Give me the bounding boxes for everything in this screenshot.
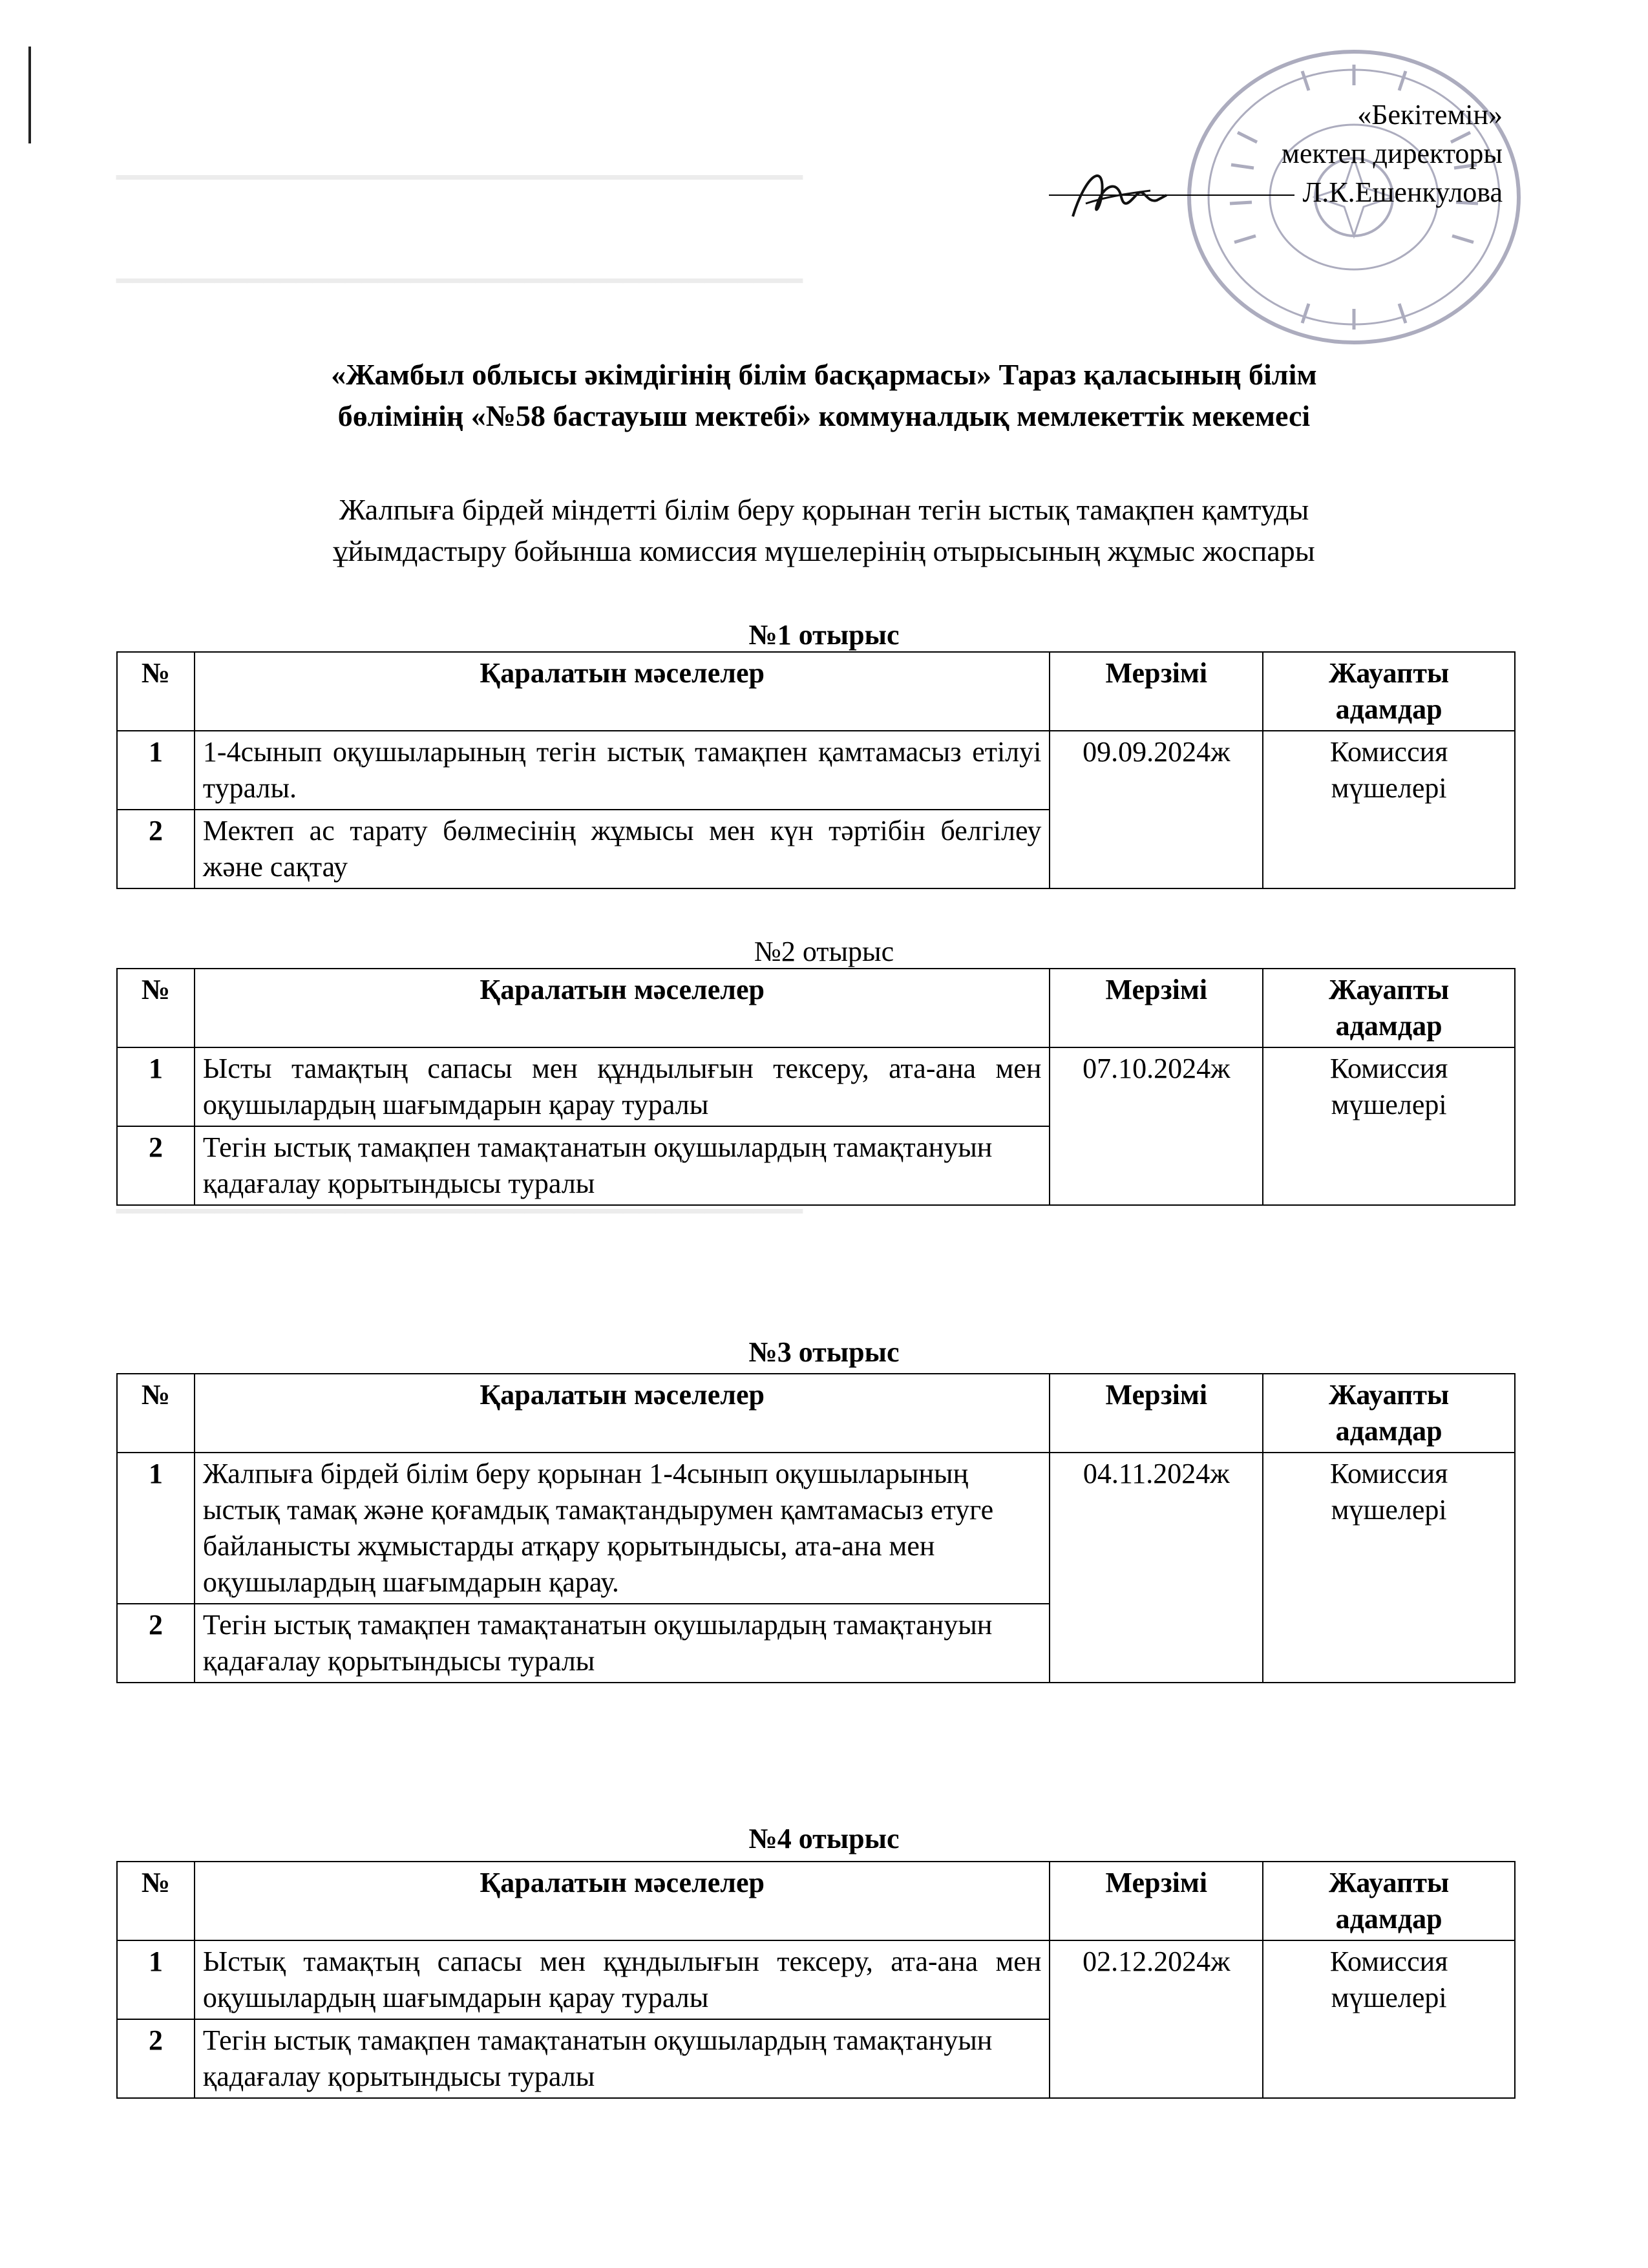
session-title: №4 отырыс: [748, 1823, 900, 1854]
header-responsible: [1263, 1374, 1515, 1453]
row-number: 1: [117, 731, 195, 810]
row-responsible: [1263, 1453, 1515, 1683]
responsible-line: мүшелері: [1331, 1494, 1447, 1526]
row-issue: Ысты тамақтың сапасы мен құндылығын тексеру, ата-ана мен оқушылардың шағымдарын қарау туралы: [195, 1047, 1050, 1126]
header-responsible: [1263, 1862, 1515, 1940]
bleed-through-text: ━━━━━━━━━━━━━━━━━━━━━━━━━━━━━━━━━━━━━━━━━━: [116, 1197, 803, 1227]
header-number: №: [117, 1374, 195, 1453]
director-name: Л.К.Ешенкулова: [1302, 176, 1503, 208]
header-responsible-line: Жауапты: [1328, 974, 1450, 1005]
table-header-row: [117, 1862, 1515, 1940]
header-date: Мерзімі: [1050, 1862, 1263, 1940]
row-issue: Жалпыға бірдей білім беру қорынан 1-4сынып оқушыларының ыстық тамақ және қоғамдық тамақтандырумен қамтамасыз етуге байланысты жұмыстарды атқару қорытындысы, ата-ана мен оқушылардың шағымдарын қарау.: [195, 1453, 1050, 1604]
institution-title-line: «Жамбыл облысы әкімдігінің білім басқармасы» Тараз қаласының білім: [331, 358, 1317, 391]
header-number: №: [117, 1862, 195, 1940]
row-issue: 1-4сынып оқушыларының тегін ыстық тамақпен қамтамасыз етілуі туралы.: [195, 731, 1050, 810]
header-number: №: [117, 969, 195, 1047]
table-header-row: [117, 652, 1515, 731]
bleed-through-text: ━━━━━━━━━━━━━━━━━━━━━━━━━━━━━━━━━━━━━━━━━━: [116, 267, 803, 297]
table-row: [117, 1940, 1515, 2019]
responsible-line: мүшелері: [1331, 772, 1447, 804]
header-issues: Қаралатын мәселелер: [195, 1374, 1050, 1453]
header-issues: Қаралатын мәселелер: [195, 1862, 1050, 1940]
bleed-through-text: ━━━━━━━━━━━━━━━━━━━━━━━━━━━━━━━━━━━━━━━━━━: [116, 163, 803, 193]
document-subtitle-line: ұйымдастыру бойынша комиссия мүшелерінің отырысының жұмыс жоспары: [333, 534, 1315, 567]
session-title: №2 отырыс: [754, 936, 894, 967]
header-issues: Қаралатын мәселелер: [195, 969, 1050, 1047]
header-issues: Қаралатын мәселелер: [195, 652, 1050, 731]
table-row: [117, 1047, 1515, 1126]
session-table: [116, 1373, 1516, 1683]
row-number: 1: [117, 1047, 195, 1126]
row-issue: Мектеп ас тарату бөлмесінің жұмысы мен күн тәртібін белгілеу және сақтау: [195, 810, 1050, 888]
row-issue: Ыстық тамақтың сапасы мен құндылығын тексеру, ата-ана мен оқушылардың шағымдарын қарау туралы: [195, 1940, 1050, 2019]
row-number: 2: [117, 1604, 195, 1683]
institution-title-line: бөлімінің «№58 бастауыш мектебі» коммуналдық мемлекеттік мекемесі: [337, 399, 1311, 432]
approval-heading: «Бекітемін»: [1357, 99, 1503, 131]
header-responsible-line: Жауапты: [1328, 657, 1450, 689]
session-title: №1 отырыс: [748, 619, 900, 651]
row-issue: Тегін ыстық тамақпен тамақтанатын оқушылардың тамақтануын қадағалау қорытындысы туралы: [195, 1604, 1050, 1683]
header-responsible-line: адамдар: [1335, 1010, 1442, 1042]
header-responsible: [1263, 652, 1515, 731]
header-responsible: [1263, 969, 1515, 1047]
header-date: Мерзімі: [1050, 652, 1263, 731]
row-issue: Тегін ыстық тамақпен тамақтанатын оқушылардың тамақтануын қадағалау қорытындысы туралы: [195, 2019, 1050, 2098]
session-table: [116, 968, 1516, 1206]
responsible-line: Комиссия: [1329, 736, 1448, 768]
row-date: 02.12.2024ж: [1050, 1940, 1263, 2098]
row-number: 2: [117, 1126, 195, 1205]
document-subtitle-line: Жалпыға бірдей міндетті білім беру қорынан тегін ыстық тамақпен қамтуды: [339, 493, 1309, 526]
responsible-line: Комиссия: [1329, 1946, 1448, 1977]
header-responsible-line: адамдар: [1335, 693, 1442, 725]
approval-position: мектеп директоры: [1282, 138, 1503, 169]
institution-title: [78, 354, 1570, 437]
session-table: [116, 651, 1516, 889]
header-date: Мерзімі: [1050, 1374, 1263, 1453]
row-issue: Тегін ыстық тамақпен тамақтанатын оқушылардың тамақтануын қадағалау қорытындысы туралы: [195, 1126, 1050, 1205]
responsible-line: Комиссия: [1329, 1458, 1448, 1489]
handwritten-signature-icon: [1066, 155, 1170, 233]
row-number: 1: [117, 1453, 195, 1604]
row-responsible: [1263, 731, 1515, 888]
header-number: №: [117, 652, 195, 731]
session-table: [116, 1861, 1516, 2099]
table-header-row: [117, 969, 1515, 1047]
row-date: 07.10.2024ж: [1050, 1047, 1263, 1205]
document-subtitle: [78, 489, 1570, 572]
header-responsible-line: Жауапты: [1328, 1379, 1450, 1411]
header-date: Мерзімі: [1050, 969, 1263, 1047]
responsible-line: Комиссия: [1329, 1053, 1448, 1084]
row-responsible: [1263, 1940, 1515, 2098]
row-number: 1: [117, 1940, 195, 2019]
table-row: [117, 1453, 1515, 1604]
header-responsible-line: адамдар: [1335, 1415, 1442, 1447]
responsible-line: мүшелері: [1331, 1089, 1447, 1120]
session-title: №3 отырыс: [748, 1336, 900, 1368]
table-header-row: [117, 1374, 1515, 1453]
row-date: 09.09.2024ж: [1050, 731, 1263, 888]
row-responsible: [1263, 1047, 1515, 1205]
header-responsible-line: Жауапты: [1328, 1867, 1450, 1898]
responsible-line: мүшелері: [1331, 1982, 1447, 2013]
row-number: 2: [117, 810, 195, 888]
table-row: [117, 731, 1515, 810]
row-number: 2: [117, 2019, 195, 2098]
scan-artifact-line: [28, 47, 31, 143]
row-date: 04.11.2024ж: [1050, 1453, 1263, 1683]
header-responsible-line: адамдар: [1335, 1903, 1442, 1935]
